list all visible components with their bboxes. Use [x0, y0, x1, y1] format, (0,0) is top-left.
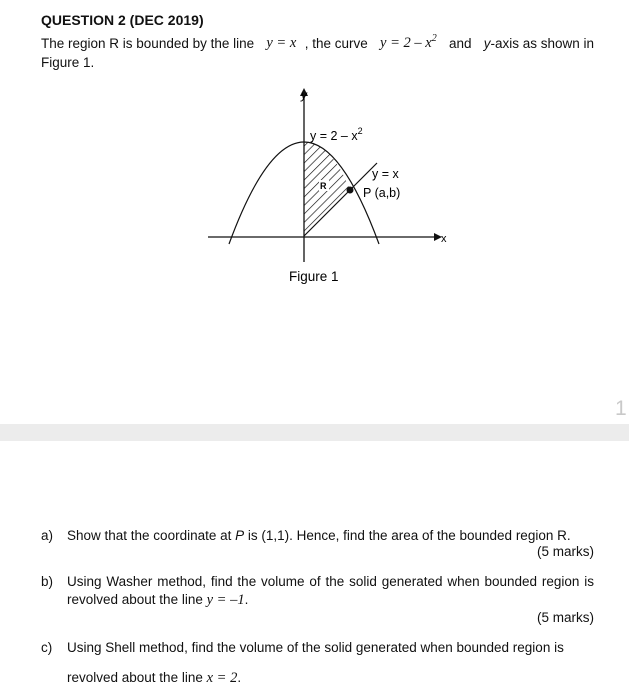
line-equation: y = x	[266, 35, 297, 51]
shell-axis-equation: x = 2	[206, 670, 238, 686]
intro-text-2: , the curve	[304, 36, 372, 51]
part-a-text-2: is (1,1). Hence, find the area of the bounded region R.	[244, 528, 571, 543]
part-b-text-1: Using Washer method, find the volume of the solid generated when bounded region is revolved about the line	[67, 574, 594, 607]
intro-text-1: The region R is bounded by the line	[41, 36, 258, 51]
part-c-label: c)	[41, 640, 53, 655]
page-number: 1	[615, 397, 627, 420]
part-b-text	[67, 573, 594, 609]
curve-label-base: y = 2 – x	[310, 129, 358, 143]
part-c-text-3: .	[237, 670, 242, 685]
page-gap	[0, 424, 629, 441]
intro-line-2: Figure 1.	[41, 55, 95, 70]
point-p	[347, 187, 354, 194]
part-c-text-2: revolved about the line	[67, 670, 207, 685]
part-c-line-2	[67, 669, 594, 687]
part-b-marks: (5 marks)	[537, 610, 594, 625]
curve-label-exponent: 2	[357, 126, 363, 136]
intro-text-4: -axis as shown in	[490, 36, 594, 51]
x-axis-label: x	[441, 233, 447, 245]
part-a-label: a)	[41, 528, 54, 543]
curve-equation-base: y = 2 – x	[380, 35, 432, 51]
y-axis-label: y	[301, 88, 307, 102]
curve-equation-exponent: 2	[431, 33, 437, 45]
part-b	[41, 573, 594, 625]
point-p-label: P (a,b)	[363, 186, 401, 200]
part-b-text-2: .	[244, 592, 249, 607]
part-a-text-1: Show that the coordinate at	[67, 528, 236, 543]
washer-axis-equation: y = –1	[206, 592, 245, 608]
question-title: QUESTION 2 (DEC 2019)	[41, 12, 204, 28]
part-a	[41, 527, 594, 559]
part-b-label: b)	[41, 574, 54, 589]
region-label: R	[320, 181, 327, 191]
curve-label	[310, 126, 363, 143]
figure-caption: Figure 1	[289, 269, 339, 284]
intro-text-3: and	[445, 36, 476, 51]
part-a-marks: (5 marks)	[537, 544, 594, 559]
part-c-line-1: Using Shell method, find the volume of the solid generated when bounded region is	[67, 640, 564, 655]
line-label: y = x	[372, 167, 399, 181]
point-p-symbol: P	[235, 528, 245, 543]
y-axis-word: y	[483, 36, 491, 51]
part-a-text	[67, 527, 594, 545]
part-c	[41, 639, 594, 687]
